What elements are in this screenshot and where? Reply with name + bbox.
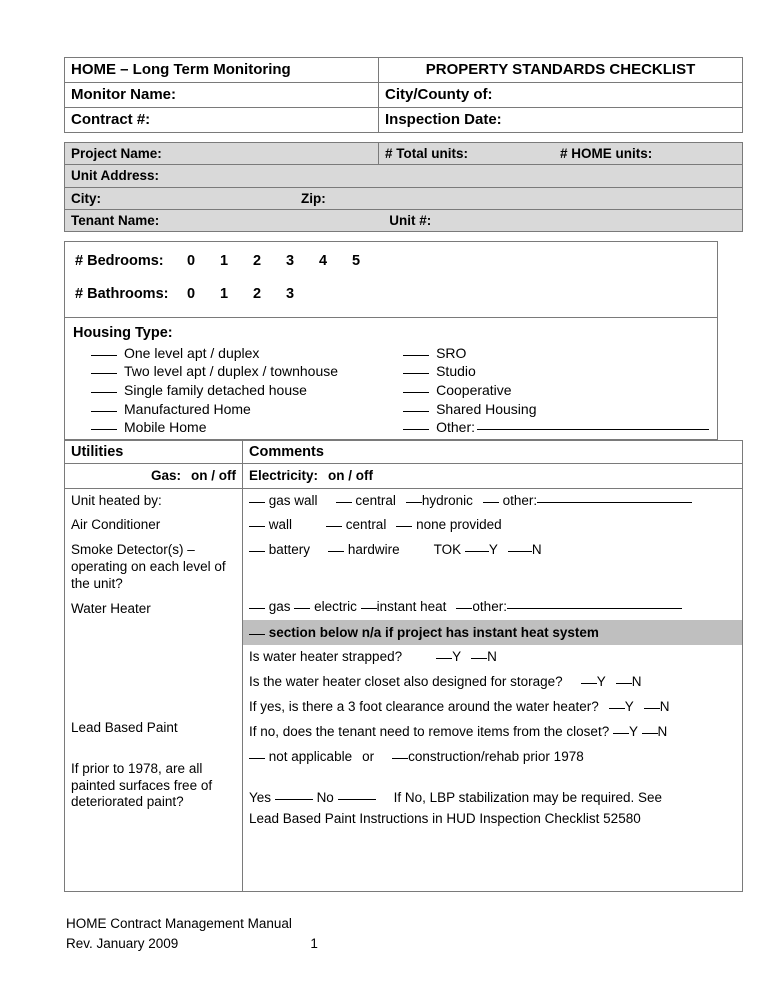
label-smoke-detector: Smoke Detector(s) – operating on each level of the unit?: [71, 542, 226, 592]
checkbox-blank[interactable]: [456, 608, 472, 609]
housing-options-right: [403, 344, 709, 437]
ac-central-label: central: [345, 517, 387, 533]
ac-none-label: none provided: [416, 517, 502, 533]
answer-yes-label: Y: [624, 699, 634, 715]
bedrooms-option-5[interactable]: 5: [352, 253, 361, 270]
lbp-construction-label: construction/rehab prior 1978: [408, 748, 584, 764]
gas-status-cell[interactable]: [65, 464, 243, 488]
electricity-status-cell[interactable]: [243, 464, 743, 488]
table-row: [65, 242, 718, 318]
tenant-name-label[interactable]: Tenant Name:: [71, 212, 160, 228]
checkbox-blank[interactable]: [361, 608, 377, 609]
housing-option-studio[interactable]: [403, 362, 709, 381]
label-lead-based-paint: Lead Based Paint: [71, 719, 178, 735]
na-notice-label: section below n/a if project has instant heat system: [268, 625, 599, 641]
footer-revision: Rev. January 2009: [66, 935, 179, 951]
utility-labels-column: [65, 488, 243, 892]
comments-column: [243, 488, 743, 892]
checkbox-blank[interactable]: [91, 392, 117, 393]
heat-central-label: central: [355, 492, 396, 508]
bedrooms-line: [75, 252, 707, 271]
tenant-unit-cell: [65, 209, 743, 231]
rooms-cell-wrapper: [65, 242, 718, 318]
checkbox-blank[interactable]: [406, 502, 422, 503]
page-number: 1: [310, 935, 318, 951]
answer-yes-label: Y: [628, 723, 638, 739]
housing-option-label: One level apt / duplex: [124, 344, 260, 361]
housing-options-left: [73, 344, 403, 437]
lbp-not-applicable-label: not applicable: [268, 748, 353, 764]
checkbox-blank[interactable]: [436, 658, 452, 659]
table-row: [65, 440, 743, 464]
lbp-no-label: No: [316, 789, 334, 805]
city-county-label[interactable]: City/County of:: [379, 83, 743, 108]
table-row: [65, 143, 743, 165]
checkbox-blank[interactable]: [396, 526, 412, 527]
sd-no-label: N: [531, 542, 542, 558]
bedrooms-option-3[interactable]: 3: [286, 253, 295, 270]
checkbox-blank[interactable]: [336, 502, 352, 503]
label-water-heater: Water Heater: [71, 600, 151, 616]
bathrooms-label: # Bathrooms:: [75, 285, 169, 302]
smoke-detector-options-row[interactable]: [243, 538, 742, 563]
label-unit-heated-by: Unit heated by:: [71, 492, 162, 508]
unit-number-label[interactable]: Unit #:: [389, 212, 432, 228]
lbp-note-row-2: [243, 811, 742, 832]
housing-option-one-level[interactable]: [73, 344, 403, 363]
checkbox-blank[interactable]: [581, 683, 597, 684]
bedrooms-option-2[interactable]: 2: [253, 253, 262, 270]
total-units-label[interactable]: # Total units:: [385, 146, 468, 161]
checkbox-blank[interactable]: [644, 708, 660, 709]
heat-gas-wall-label: gas wall: [268, 492, 318, 508]
table-row: [65, 165, 743, 187]
monitor-name-label[interactable]: Monitor Name:: [65, 83, 379, 108]
checkbox-blank[interactable]: [613, 733, 629, 734]
bathrooms-option-3[interactable]: 3: [286, 285, 295, 302]
housing-option-label: Other:: [436, 419, 475, 436]
table-row: [65, 488, 743, 892]
heat-other-write-in-line[interactable]: [537, 502, 692, 503]
housing-option-label: Two level apt / duplex / townhouse: [124, 363, 339, 380]
housing-option-cooperative[interactable]: [403, 381, 709, 400]
checkbox-blank[interactable]: [609, 708, 625, 709]
answer-yes-label: Y: [596, 674, 606, 690]
housing-option-manufactured[interactable]: [73, 400, 403, 419]
answer-no-label: N: [657, 723, 668, 739]
heat-options-row[interactable]: [243, 489, 742, 514]
lbp-yes-blank[interactable]: [275, 799, 313, 800]
unit-address-label[interactable]: Unit Address:: [65, 165, 743, 187]
checkbox-blank[interactable]: [616, 683, 632, 684]
housing-option-label: Manufactured Home: [124, 400, 251, 417]
checkbox-blank[interactable]: [403, 411, 429, 412]
wh-electric-label: electric: [314, 599, 357, 615]
gas-value[interactable]: on / off: [191, 468, 236, 484]
housing-type-title: Housing Type:: [73, 325, 173, 342]
checkbox-blank[interactable]: [508, 551, 532, 552]
table-row: [65, 108, 743, 133]
utilities-table: [64, 440, 743, 893]
footer-revision-line: [66, 934, 318, 954]
lbp-note-line1: If No, LBP stabilization may be required. See: [393, 789, 662, 805]
checkbox-blank[interactable]: [642, 733, 658, 734]
other-write-in-line[interactable]: [477, 429, 709, 430]
header-table: [64, 57, 743, 133]
housing-option-label: Studio: [436, 363, 476, 380]
heat-hydronic-label: hydronic: [421, 492, 473, 508]
wh-gas-label: gas: [268, 599, 291, 615]
question-storage-row[interactable]: [243, 670, 742, 695]
table-row: [65, 209, 743, 231]
checkbox-blank[interactable]: [249, 502, 265, 503]
wh-other-label: other:: [472, 599, 507, 615]
housing-option-label: Mobile Home: [124, 419, 207, 436]
ac-options-row[interactable]: [243, 513, 742, 538]
checkbox-blank[interactable]: [483, 502, 499, 503]
housing-cell-wrapper: [65, 318, 718, 440]
checkbox-blank[interactable]: [326, 526, 342, 527]
lbp-or-label: or: [362, 748, 375, 764]
housing-type-section: [65, 318, 717, 439]
housing-option-shared[interactable]: [403, 400, 709, 419]
checkbox-blank[interactable]: [328, 551, 344, 552]
footer-manual-title: HOME Contract Management Manual: [66, 916, 292, 931]
housing-option-label: Cooperative: [436, 381, 512, 398]
sd-battery-label: battery: [268, 542, 311, 558]
contract-number-label[interactable]: Contract #:: [65, 108, 379, 133]
electricity-value[interactable]: on / off: [328, 468, 374, 484]
instant-heat-na-notice[interactable]: [243, 620, 742, 645]
bedrooms-option-1[interactable]: 1: [220, 253, 229, 270]
checkbox-blank[interactable]: [471, 658, 487, 659]
bathrooms-option-2[interactable]: 2: [253, 285, 262, 302]
table-row: [65, 58, 743, 83]
question-label: Is water heater strapped?: [249, 649, 403, 665]
bathrooms-line: [75, 285, 707, 304]
checkbox-blank[interactable]: [249, 758, 265, 759]
housing-option-single-family[interactable]: [73, 381, 403, 400]
housing-option-two-level[interactable]: [73, 362, 403, 381]
lbp-answer-row[interactable]: [243, 786, 742, 811]
home-units-label[interactable]: # HOME units:: [560, 146, 653, 161]
checkbox-blank[interactable]: [91, 411, 117, 412]
question-strapped-row[interactable]: [243, 645, 742, 670]
inspection-date-label[interactable]: Inspection Date:: [379, 108, 743, 133]
checkbox-blank[interactable]: [403, 429, 429, 430]
lbp-options-row[interactable]: [243, 745, 742, 770]
heat-other-label: other:: [502, 492, 538, 508]
checkbox-blank[interactable]: [465, 551, 489, 552]
housing-option-other[interactable]: [403, 418, 709, 437]
city-label[interactable]: City:: [71, 190, 101, 206]
ac-wall-label: wall: [268, 517, 293, 533]
label-lbp-question: If prior to 1978, are all painted surfaces free of deteriorated paint?: [71, 760, 213, 810]
bedrooms-option-0[interactable]: 0: [187, 253, 196, 270]
housing-option-sro[interactable]: [403, 344, 709, 363]
checkbox-blank[interactable]: [403, 392, 429, 393]
zip-label[interactable]: Zip:: [301, 190, 326, 206]
units-cell: [379, 143, 743, 165]
question-remove-items-row[interactable]: [243, 720, 742, 745]
form-title-left: HOME – Long Term Monitoring: [65, 58, 379, 83]
bedrooms-option-4[interactable]: 4: [319, 253, 328, 270]
column-header-comments: Comments: [243, 440, 743, 464]
lbp-yes-label: Yes: [249, 789, 272, 805]
wh-other-write-in-line[interactable]: [507, 608, 682, 609]
checkbox-blank[interactable]: [91, 373, 117, 374]
form-title-right: PROPERTY STANDARDS CHECKLIST: [379, 58, 743, 83]
water-heater-options-row[interactable]: [243, 595, 742, 620]
answer-no-label: N: [487, 649, 497, 665]
answer-no-label: N: [631, 674, 642, 690]
checkbox-blank[interactable]: [91, 355, 117, 356]
answer-no-label: N: [659, 699, 670, 715]
checkbox-blank[interactable]: [392, 758, 408, 759]
lbp-no-blank[interactable]: [338, 799, 376, 800]
question-label: Is the water heater closet also designed for storage?: [249, 674, 563, 690]
housing-option-label: Shared Housing: [436, 400, 537, 417]
table-row: [65, 464, 743, 488]
checkbox-blank[interactable]: [294, 608, 310, 609]
checkbox-blank[interactable]: [91, 429, 117, 430]
housing-option-mobile[interactable]: [73, 418, 403, 437]
wh-instant-label: instant heat: [376, 599, 447, 615]
table-row: [65, 318, 718, 440]
column-header-utilities: Utilities: [65, 440, 243, 464]
housing-option-label: Single family detached house: [124, 381, 307, 398]
sd-hardwire-label: hardwire: [347, 542, 400, 558]
checkbox-blank[interactable]: [403, 355, 429, 356]
page-footer: [66, 914, 318, 953]
rooms-housing-table: [64, 241, 718, 440]
checkbox-blank[interactable]: [249, 526, 265, 527]
checklist-page: [64, 0, 718, 892]
table-row: [65, 187, 743, 209]
city-zip-cell: [65, 187, 743, 209]
bedrooms-label: # Bedrooms:: [75, 253, 164, 270]
label-air-conditioner: Air Conditioner: [71, 517, 161, 533]
project-name-label[interactable]: Project Name:: [65, 143, 379, 165]
housing-option-label: SRO: [436, 344, 467, 361]
bathrooms-option-1[interactable]: 1: [220, 285, 229, 302]
question-label: If no, does the tenant need to remove items from the closet?: [249, 723, 610, 739]
checkbox-blank[interactable]: [249, 608, 265, 609]
sd-tok-label: TOK: [433, 542, 462, 558]
bathrooms-option-0[interactable]: 0: [187, 285, 196, 302]
electricity-label: Electricity:: [249, 468, 319, 484]
gas-label: Gas:: [151, 468, 182, 484]
lbp-note-line2: Lead Based Paint Instructions in HUD Inspection Checklist 52580: [249, 810, 641, 826]
checkbox-blank[interactable]: [249, 551, 265, 552]
checkbox-blank[interactable]: [403, 373, 429, 374]
sd-yes-label: Y: [488, 542, 498, 558]
rooms-section: [65, 242, 717, 317]
question-clearance-row[interactable]: [243, 695, 742, 720]
checkbox-blank[interactable]: [249, 634, 265, 635]
question-label: If yes, is there a 3 foot clearance around the water heater?: [249, 699, 599, 715]
answer-yes-label: Y: [452, 649, 462, 665]
project-info-table: [64, 142, 743, 232]
table-row: [65, 83, 743, 108]
